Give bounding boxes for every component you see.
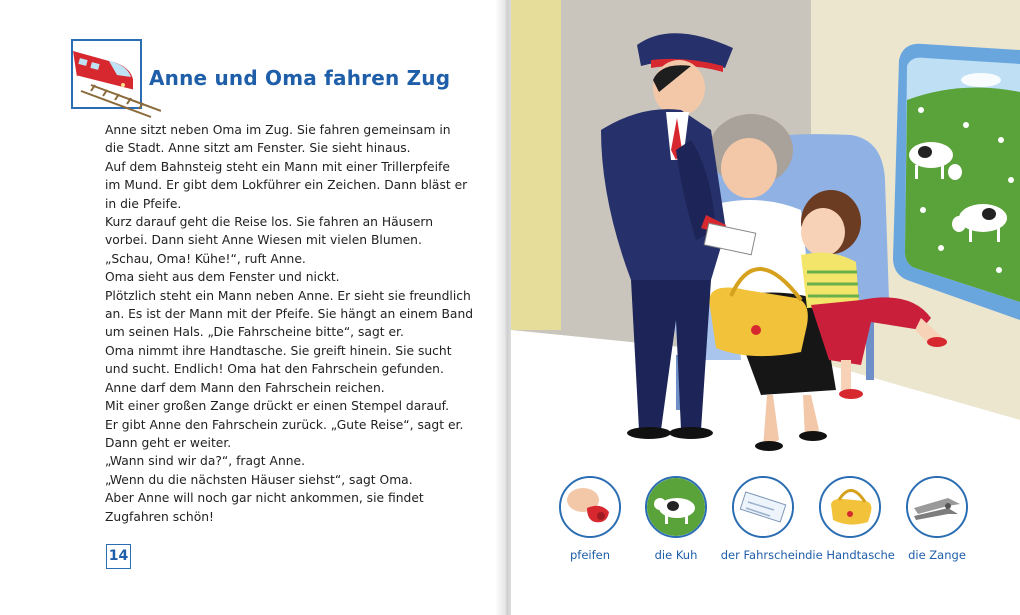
story-title: Anne und Oma fahren Zug — [149, 66, 451, 90]
vocab-item-pliers — [892, 476, 982, 562]
story-line: Aber Anne will noch gar nicht ankommen, sie findet — [105, 491, 424, 506]
story-line: Auf dem Bahnsteig steht ein Mann mit einer Trillerpfeife — [105, 159, 450, 174]
story-line: „Schau, Oma! Kühe!“, ruft Anne. — [105, 251, 306, 266]
story-line: Dann geht er weiter. — [105, 435, 232, 450]
story-line: und sucht. Endlich! Oma hat den Fahrschein gefunden. — [105, 362, 444, 377]
vocab-label: die Kuh — [654, 548, 698, 562]
vocab-item-ticket — [718, 476, 808, 562]
train-icon — [71, 39, 161, 119]
handbag-icon — [819, 476, 881, 538]
story-line: die Stadt. Anne sitzt am Fenster. Sie sieht hinaus. — [105, 141, 411, 156]
vocab-label: die Zange — [908, 548, 966, 562]
story-line: „Wenn du die nächsten Häuser siehst“, sagt Oma. — [105, 472, 413, 487]
story-line: Er gibt Anne den Fahrschein zurück. „Gute Reise“, sagt er. — [105, 417, 464, 432]
window — [893, 44, 1020, 320]
vocab-label: pfeifen — [569, 548, 611, 562]
train-compartment-illustration — [511, 0, 1020, 462]
vocab-item-handbag — [805, 476, 895, 562]
story-line: Zugfahren schön! — [105, 509, 214, 524]
vocab-item-cow — [631, 476, 721, 562]
vocab-label: die Handtasche — [805, 548, 895, 562]
story-line: in die Pfeife. — [105, 196, 182, 211]
story-line: Mit einer großen Zange drückt er einen Stempel darauf. — [105, 399, 450, 414]
page-number: 14 — [106, 544, 131, 569]
story-text — [105, 121, 474, 526]
story-line: im Mund. Er gibt dem Lokführer ein Zeichen. Dann bläst er — [105, 178, 468, 193]
pliers-icon — [906, 476, 968, 538]
story-line: Kurz darauf geht die Reise los. Sie fahren an Häusern — [105, 215, 434, 230]
story-line: Plötzlich steht ein Mann neben Anne. Er sieht sie freundlich — [105, 288, 471, 303]
story-line: „Wann sind wir da?“, fragt Anne. — [105, 454, 306, 469]
story-line: um seinen Hals. „Die Fahrscheine bitte“, sagt er. — [105, 325, 404, 340]
vocab-label: der Fahrschein — [720, 548, 806, 562]
story-line: an. Es ist der Mann mit der Pfeife. Sie hängt an einem Band — [105, 307, 474, 322]
story-line: vorbei. Dann sieht Anne Wiesen mit vielen Blumen. — [105, 233, 422, 248]
left-page — [0, 0, 503, 615]
ticket-icon — [732, 476, 794, 538]
story-line: Oma nimmt ihre Handtasche. Sie greift hinein. Sie sucht — [105, 343, 452, 358]
story-line: Oma sieht aus dem Fenster und nickt. — [105, 270, 340, 285]
story-line: Anne sitzt neben Oma im Zug. Sie fahren gemeinsam in — [105, 123, 451, 137]
vocab-item-whistle — [545, 476, 635, 562]
whistle-icon — [559, 476, 621, 538]
cow-icon — [645, 476, 707, 538]
story-line: Anne darf dem Mann den Fahrschein reichen. — [105, 380, 385, 395]
train-logo-box — [71, 39, 142, 109]
